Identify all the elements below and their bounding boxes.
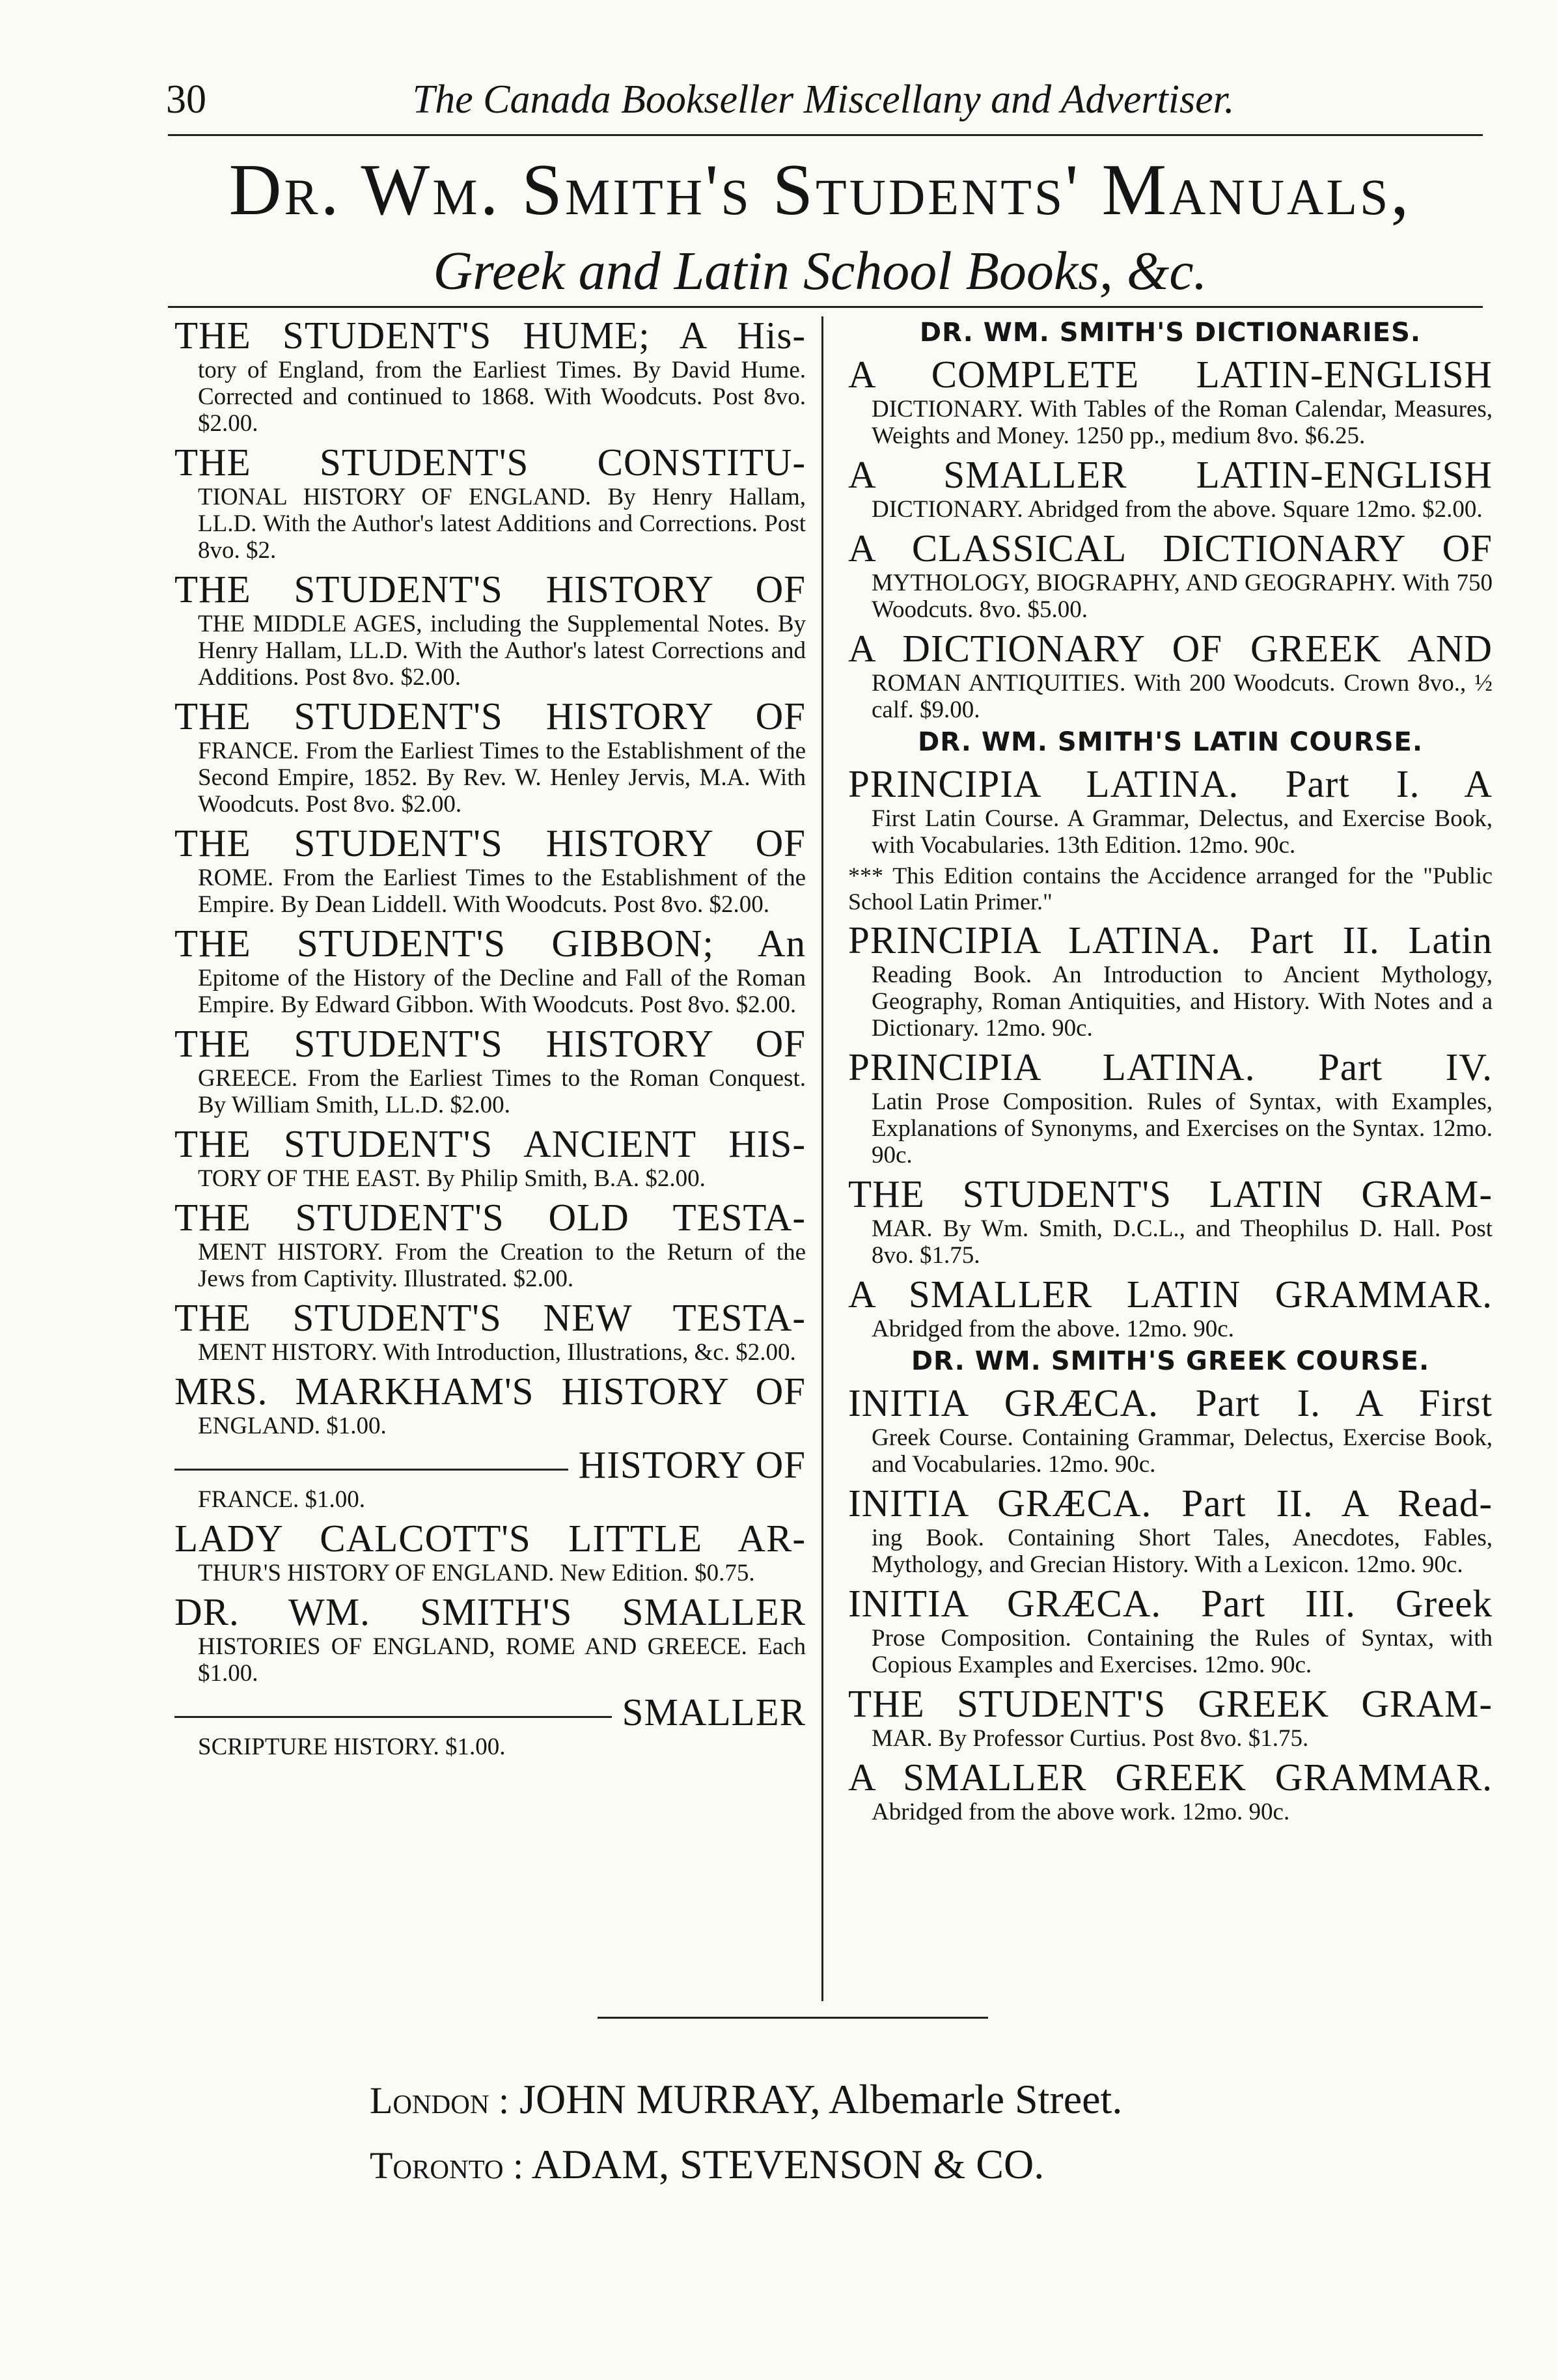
entry-title: INITIA GRÆCA. Part III. Greek bbox=[848, 1582, 1493, 1625]
list-item bbox=[174, 922, 806, 1018]
entry-description: DICTIONARY. With Tables of the Roman Calendar, Measures, Weights and Money. 1250 pp., medium 8vo. $6.25. bbox=[872, 396, 1493, 449]
list-item bbox=[848, 527, 1493, 623]
ditto-dash bbox=[174, 1469, 568, 1471]
imprint-london bbox=[370, 2075, 1281, 2124]
entry-description: DICTIONARY. Abridged from the above. Square 12mo. $2.00. bbox=[872, 496, 1483, 523]
list-item bbox=[848, 1045, 1493, 1169]
list-item bbox=[848, 627, 1493, 723]
entry-description: MENT HISTORY. With Introduction, Illustrations, &c. $2.00. bbox=[198, 1339, 796, 1366]
list-item bbox=[174, 1590, 806, 1687]
list-item bbox=[174, 1691, 806, 1760]
imprint-publisher: JOHN MURRAY, Albemarle Street. bbox=[519, 2076, 1123, 2122]
entry-title: THE STUDENT'S HISTORY OF bbox=[174, 568, 806, 611]
entry-description: MAR. By Professor Curtius. Post 8vo. $1.75. bbox=[872, 1725, 1309, 1752]
entry-description: ENGLAND. $1.00. bbox=[198, 1413, 387, 1439]
list-item bbox=[174, 822, 806, 918]
edition-note: *** This Edition contains the Accidence arranged for the "Public School Latin Primer." bbox=[848, 863, 1493, 915]
entry-title: A DICTIONARY OF GREEK AND bbox=[848, 627, 1493, 670]
entry-title: LADY CALCOTT'S LITTLE AR- bbox=[174, 1517, 806, 1560]
footer-rule bbox=[598, 2017, 988, 2019]
list-item bbox=[174, 1370, 806, 1439]
entry-title: THE STUDENT'S GREEK GRAM- bbox=[848, 1682, 1493, 1725]
imprint-toronto bbox=[370, 2140, 1281, 2189]
entry-description: Abridged from the above. 12mo. 90c. bbox=[872, 1316, 1234, 1342]
section-heading-dictionaries: DR. WM. SMITH'S DICTIONARIES. bbox=[919, 318, 1422, 348]
entry-description: TORY OF THE EAST. By Philip Smith, B.A. $2.00. bbox=[198, 1165, 706, 1192]
entry-description: TIONAL HISTORY OF ENGLAND. By Henry Hallam, LL.D. With the Author's latest Additions and Corrections. Post 8vo. $2. bbox=[198, 484, 806, 564]
right-column bbox=[848, 314, 1493, 1829]
entry-description: MENT HISTORY. From the Creation to the Return of the Jews from Captivity. Illustrated. $2.00. bbox=[198, 1239, 806, 1292]
entry-title: THE STUDENT'S OLD TESTA- bbox=[174, 1196, 806, 1239]
list-item bbox=[174, 1517, 806, 1586]
header-rule bbox=[168, 134, 1483, 136]
entry-description: SCRIPTURE HISTORY. $1.00. bbox=[198, 1734, 506, 1760]
imprint-city: Toronto : bbox=[370, 2144, 524, 2187]
column-divider bbox=[821, 316, 823, 2001]
entry-title: THE STUDENT'S HISTORY OF bbox=[174, 1022, 806, 1065]
journal-title: The Canada Bookseller Miscellany and Advertiser. bbox=[412, 77, 1235, 122]
list-item bbox=[174, 695, 806, 818]
entry-title-text: SMALLER bbox=[622, 1691, 806, 1734]
entry-description: Prose Composition. Containing the Rules of Syntax, with Copious Examples and Exercises. 12mo. 90c. bbox=[872, 1625, 1493, 1678]
entry-title: THE STUDENT'S GIBBON; An bbox=[174, 922, 806, 965]
entry-title: PRINCIPIA LATINA. Part IV. bbox=[848, 1045, 1493, 1088]
entry-description: Reading Book. An Introduction to Ancient Mythology, Geography, Roman Antiquities, and History. With Notes and a Dictionary. 12mo. 90c. bbox=[872, 962, 1493, 1042]
entry-title: A SMALLER LATIN GRAMMAR. bbox=[848, 1273, 1493, 1316]
list-item bbox=[848, 1582, 1493, 1678]
entry-title: THE STUDENT'S HISTORY OF bbox=[174, 695, 806, 738]
entry-description: Greek Course. Containing Grammar, Delectus, Exercise Book, and Vocabularies. 12mo. 90c. bbox=[872, 1424, 1493, 1478]
list-item bbox=[848, 1756, 1493, 1825]
entry-title: PRINCIPIA LATINA. Part I. A bbox=[848, 762, 1493, 805]
entry-description: THUR'S HISTORY OF ENGLAND. New Edition. $0.75. bbox=[198, 1560, 755, 1586]
entry-description: THE MIDDLE AGES, including the Supplemental Notes. By Henry Hallam, LL.D. With the Author's latest Corrections and Additions. Post 8vo. $2.00. bbox=[198, 611, 806, 691]
entry-description: FRANCE. $1.00. bbox=[198, 1486, 365, 1513]
entry-title: THE STUDENT'S ANCIENT HIS- bbox=[174, 1122, 806, 1165]
list-item bbox=[174, 1443, 806, 1513]
left-column bbox=[174, 314, 806, 1764]
subtitle: Greek and Latin School Books, &c. bbox=[433, 241, 1207, 301]
entry-title: INITIA GRÆCA. Part I. A First bbox=[848, 1381, 1493, 1424]
running-head bbox=[166, 77, 1481, 135]
entry-title: THE STUDENT'S CONSTITU- bbox=[174, 441, 806, 484]
list-item bbox=[848, 353, 1493, 449]
entry-title bbox=[174, 1691, 806, 1734]
entry-title: THE STUDENT'S NEW TESTA- bbox=[174, 1296, 806, 1339]
list-item bbox=[174, 1122, 806, 1192]
entry-title: A SMALLER LATIN-ENGLISH bbox=[848, 453, 1493, 496]
list-item bbox=[848, 1682, 1493, 1752]
list-item bbox=[848, 1381, 1493, 1478]
list-item bbox=[174, 441, 806, 564]
list-item bbox=[174, 1022, 806, 1118]
entry-title: THE STUDENT'S HUME; A His- bbox=[174, 314, 806, 357]
list-item bbox=[848, 453, 1493, 523]
list-item bbox=[174, 568, 806, 691]
entry-title: A SMALLER GREEK GRAMMAR. bbox=[848, 1756, 1493, 1799]
entry-description: ROME. From the Earliest Times to the Establishment of the Empire. By Dean Liddell. With Woodcuts. Post 8vo. $2.00. bbox=[198, 865, 806, 918]
section-heading-latin-course: DR. WM. SMITH'S LATIN COURSE. bbox=[917, 727, 1424, 757]
entry-description: GREECE. From the Earliest Times to the Roman Conquest. By William Smith, LL.D. $2.00. bbox=[198, 1065, 806, 1118]
entry-title: INITIA GRÆCA. Part II. A Read- bbox=[848, 1482, 1493, 1525]
entry-description: Abridged from the above work. 12mo. 90c. bbox=[872, 1799, 1290, 1825]
entry-title-text: HISTORY OF bbox=[578, 1443, 806, 1486]
ditto-dash bbox=[174, 1716, 612, 1718]
list-item bbox=[848, 919, 1493, 1042]
list-item bbox=[174, 1196, 806, 1292]
list-item bbox=[848, 762, 1493, 859]
main-title: Dr. Wm. Smith's Students' Manuals, bbox=[228, 150, 1412, 230]
entry-description: tory of England, from the Earliest Times. By David Hume. Corrected and continued to 1868. With Woodcuts. Post 8vo. $2.00. bbox=[198, 357, 806, 437]
page-number: 30 bbox=[166, 77, 206, 122]
entry-description: MYTHOLOGY, BIOGRAPHY, AND GEOGRAPHY. With 750 Woodcuts. 8vo. $5.00. bbox=[872, 570, 1493, 623]
list-item bbox=[848, 1482, 1493, 1578]
imprint-publisher: ADAM, STEVENSON & CO. bbox=[531, 2141, 1045, 2187]
entry-title: THE STUDENT'S HISTORY OF bbox=[174, 822, 806, 865]
entry-description: ing Book. Containing Short Tales, Anecdotes, Fables, Mythology, and Grecian History. With a Lexicon. 12mo. 90c. bbox=[872, 1525, 1493, 1578]
list-item bbox=[848, 1172, 1493, 1269]
entry-description: ROMAN ANTIQUITIES. With 200 Woodcuts. Crown 8vo., ½ calf. $9.00. bbox=[872, 670, 1493, 723]
entry-description: First Latin Course. A Grammar, Delectus, and Exercise Book, with Vocabularies. 13th Edition. 12mo. 90c. bbox=[872, 805, 1493, 859]
section-heading-greek-course: DR. WM. SMITH'S GREEK COURSE. bbox=[911, 1346, 1430, 1376]
entry-title: A CLASSICAL DICTIONARY OF bbox=[848, 527, 1493, 570]
entry-title: DR. WM. SMITH'S SMALLER bbox=[174, 1590, 806, 1633]
list-item bbox=[848, 863, 1493, 915]
imprint-city: London : bbox=[370, 2079, 510, 2122]
entry-title: THE STUDENT'S LATIN GRAM- bbox=[848, 1172, 1493, 1215]
list-item bbox=[174, 1296, 806, 1366]
entry-description: MAR. By Wm. Smith, D.C.L., and Theophilus D. Hall. Post 8vo. $1.75. bbox=[872, 1215, 1493, 1269]
list-item bbox=[174, 314, 806, 437]
entry-description: FRANCE. From the Earliest Times to the Establishment of the Second Empire, 1852. By Rev. W. Henley Jervis, M.A. With Woodcuts. Post 8vo. $2.00. bbox=[198, 738, 806, 818]
title-rule bbox=[168, 306, 1483, 308]
entry-title: A COMPLETE LATIN-ENGLISH bbox=[848, 353, 1493, 396]
entry-description: Latin Prose Composition. Rules of Syntax, with Examples, Explanations of Synonyms, and Exercises on the Syntax. 12mo. 90c. bbox=[872, 1088, 1493, 1169]
list-item bbox=[848, 1273, 1493, 1342]
entry-title: PRINCIPIA LATINA. Part II. Latin bbox=[848, 919, 1493, 962]
entry-title bbox=[174, 1443, 806, 1486]
entry-description: HISTORIES OF ENGLAND, ROME AND GREECE. Each $1.00. bbox=[198, 1633, 806, 1687]
entry-title: MRS. MARKHAM'S HISTORY OF bbox=[174, 1370, 806, 1413]
entry-description: Epitome of the History of the Decline and Fall of the Roman Empire. By Edward Gibbon. With Woodcuts. Post 8vo. $2.00. bbox=[198, 965, 806, 1018]
